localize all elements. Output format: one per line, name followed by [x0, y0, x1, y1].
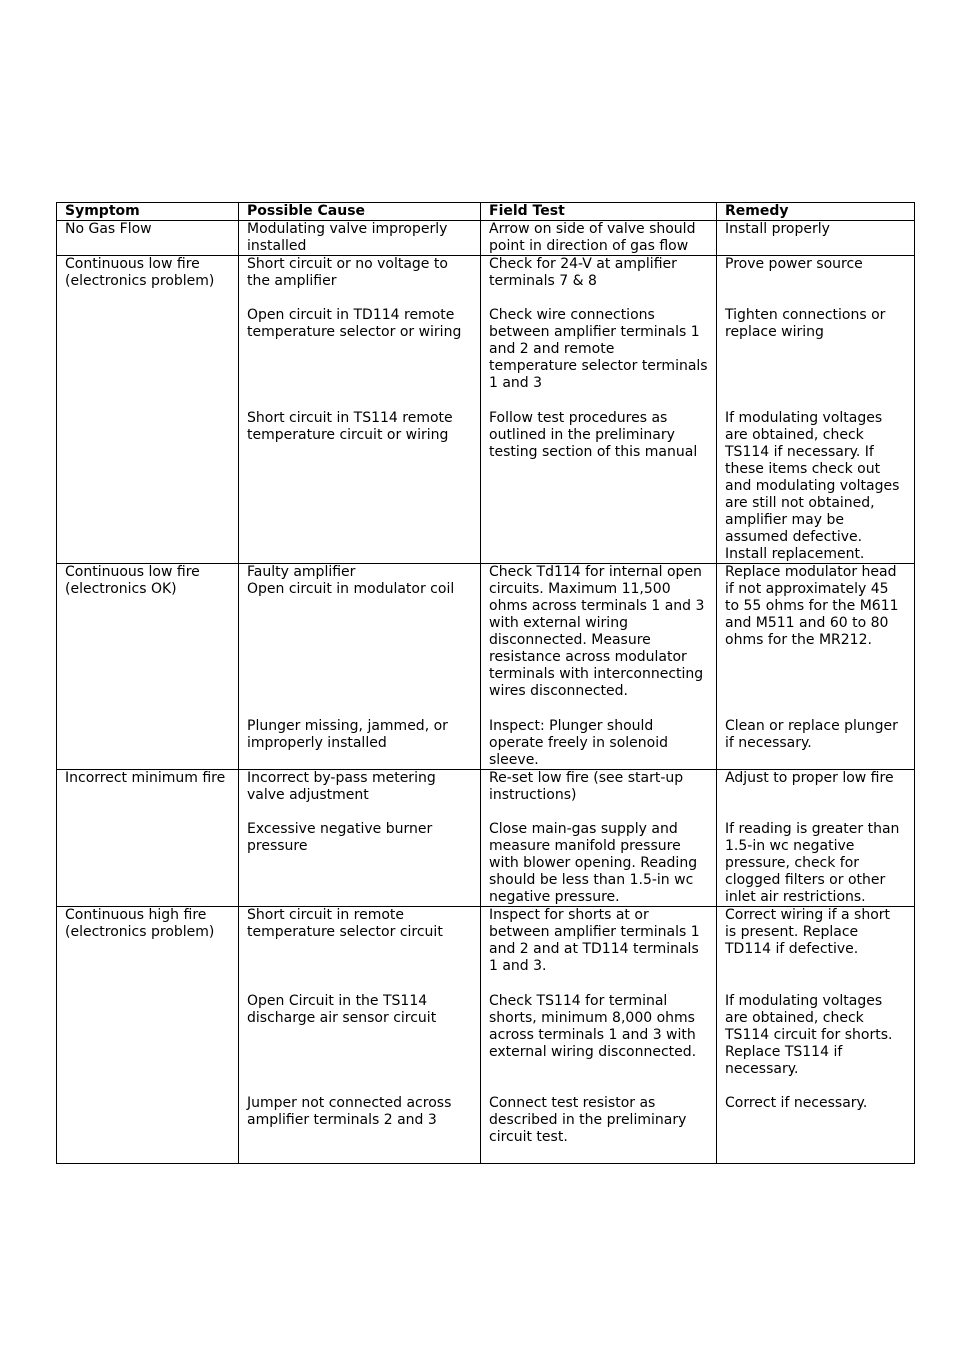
table-row [57, 770, 915, 907]
test-cell [481, 256, 717, 564]
test-cell [481, 770, 717, 907]
cause-text: Short circuit in TS114 remote temperature circuit or wiring [247, 410, 453, 443]
symptom-cell [57, 770, 239, 907]
header-possible-cause: Possible Cause [239, 203, 481, 221]
cause-cell [239, 256, 481, 564]
cause-text: Modulating valve improperly installed [247, 221, 448, 254]
test-text: Inspect: Plunger should operate freely in solenoid sleeve. [489, 718, 668, 768]
table-row [57, 907, 915, 1164]
header-remedy: Remedy [717, 203, 915, 221]
remedy-cell [717, 221, 915, 256]
remedy-cell [717, 256, 915, 564]
remedy-text: Prove power source [725, 256, 863, 272]
remedy-text: Adjust to proper low fire [725, 770, 894, 786]
cause-text: Jumper not connected across amplifier terminals 2 and 3 [247, 1095, 452, 1128]
symptom-cell [57, 221, 239, 256]
header-field-test: Field Test [481, 203, 717, 221]
cause-cell [239, 770, 481, 907]
table-header-row [57, 203, 915, 221]
test-text: Connect test resistor as described in the preliminary circuit test. [489, 1095, 687, 1145]
cause-cell [239, 221, 481, 256]
remedy-text: Clean or replace plunger if necessary. [725, 718, 898, 751]
cause-text: Faulty amplifier Open circuit in modulator coil [247, 564, 455, 597]
test-text: Check TS114 for terminal shorts, minimum 8,000 ohms across terminals 1 and 3 with external wiring disconnected. [489, 993, 697, 1060]
test-cell [481, 907, 717, 1164]
test-text: Follow test procedures as outlined in the preliminary testing section of this manual [489, 410, 698, 460]
remedy-text: Replace modulator head if not approximately 45 to 55 ohms for the M611 and M511 and 60 to 80 ohms for the MR212. [725, 564, 899, 648]
symptom-text: Incorrect minimum fire [65, 770, 226, 786]
remedy-text: Install properly [725, 221, 830, 237]
cause-cell [239, 907, 481, 1164]
troubleshooting-table [56, 202, 915, 1164]
cause-text: Open Circuit in the TS114 discharge air sensor circuit [247, 993, 437, 1026]
symptom-text: Continuous high fire (electronics problem) [65, 907, 215, 940]
table-row [57, 564, 915, 770]
remedy-text: If reading is greater than 1.5-in wc negative pressure, check for clogged filters or other inlet air restrictions. [725, 821, 900, 905]
test-text: Check wire connections between amplifier terminals 1 and 2 and remote temperature selector terminals 1 and 3 [489, 307, 708, 391]
symptom-text: Continuous low fire (electronics OK) [65, 564, 200, 597]
test-text: Check for 24-V at amplifier terminals 7 & 8 [489, 256, 677, 289]
remedy-cell [717, 564, 915, 770]
table-row [57, 256, 915, 564]
remedy-text: Correct wiring if a short is present. Replace TD114 if defective. [725, 907, 891, 957]
test-text: Inspect for shorts at or between amplifier terminals 1 and 2 and at TD114 terminals 1 and 3. [489, 907, 700, 974]
remedy-cell [717, 907, 915, 1164]
test-cell [481, 221, 717, 256]
test-text: Close main-gas supply and measure manifold pressure with blower opening. Reading should be less than 1.5-in wc negative pressure. [489, 821, 698, 905]
test-text: Re-set low fire (see start-up instructions) [489, 770, 684, 803]
table-row [57, 221, 915, 256]
cause-cell [239, 564, 481, 770]
remedy-text: If modulating voltages are obtained, check TS114 circuit for shorts. Replace TS114 if necessary. [725, 993, 893, 1077]
header-symptom: Symptom [57, 203, 239, 221]
cause-text: Short circuit in remote temperature selector circuit [247, 907, 443, 940]
symptom-cell [57, 256, 239, 564]
remedy-text: Correct if necessary. [725, 1095, 868, 1111]
test-text: Arrow on side of valve should point in direction of gas flow [489, 221, 696, 254]
symptom-text: Continuous low fire (electronics problem) [65, 256, 215, 289]
test-cell [481, 564, 717, 770]
cause-text: Short circuit or no voltage to the amplifier [247, 256, 448, 289]
test-text: Check Td114 for internal open circuits. Maximum 11,500 ohms across terminals 1 and 3 with external wiring disconnected. Measure resistance across modulator terminals with interconnecting wires disconnected. [489, 564, 705, 699]
symptom-text: No Gas Flow [65, 221, 152, 237]
cause-text: Incorrect by-pass metering valve adjustment [247, 770, 436, 803]
remedy-cell [717, 770, 915, 907]
symptom-cell [57, 907, 239, 1164]
symptom-cell [57, 564, 239, 770]
cause-text: Excessive negative burner pressure [247, 821, 433, 854]
cause-text: Open circuit in TD114 remote temperature selector or wiring [247, 307, 462, 340]
remedy-text: Tighten connections or replace wiring [725, 307, 886, 340]
remedy-text: If modulating voltages are obtained, check TS114 if necessary. If these items check out and modulating voltages are still not obtained, amplifier may be assumed defective. Install replacement. [725, 410, 900, 562]
cause-text: Plunger missing, jammed, or improperly installed [247, 718, 448, 751]
